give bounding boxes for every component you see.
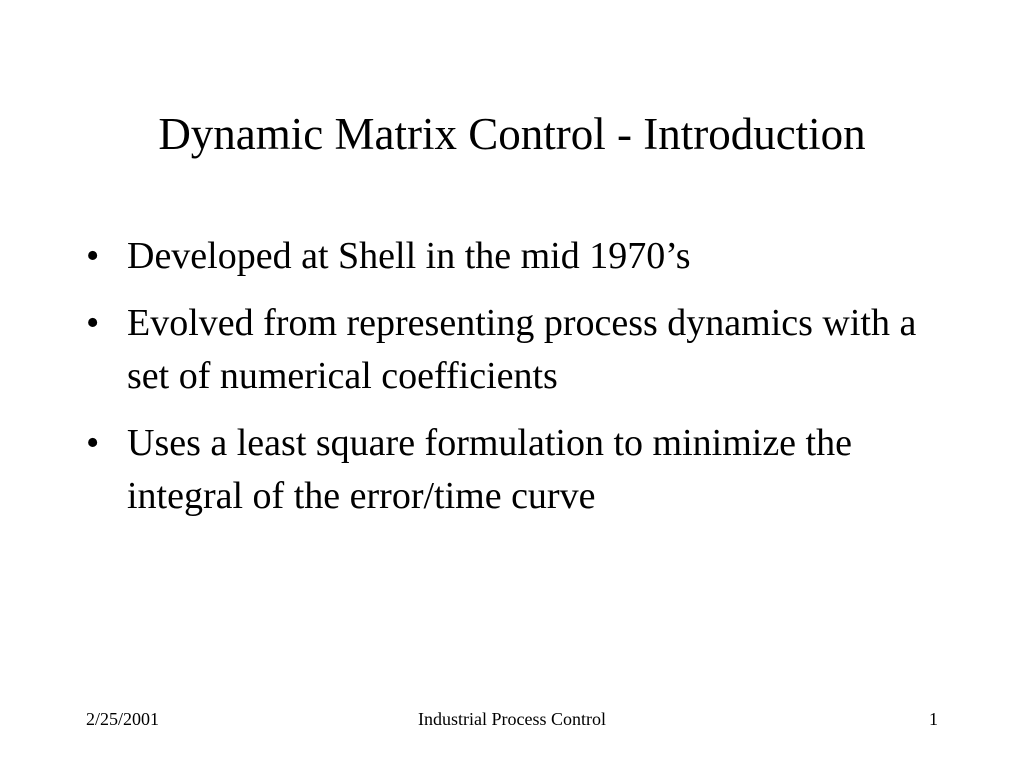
footer-title: Industrial Process Control xyxy=(418,709,606,729)
bullet-text: Developed at Shell in the mid 1970’s xyxy=(127,235,691,277)
bullet-item xyxy=(86,230,956,283)
bullet-item xyxy=(86,297,956,403)
bullet-list xyxy=(86,230,956,537)
footer-date: 2/25/2001 xyxy=(86,709,160,729)
bullet-text: Uses a least square formulation to minimize the integral of the error/time curve xyxy=(127,422,852,517)
bullet-marker: • xyxy=(86,422,100,464)
bullet-item xyxy=(86,417,956,523)
slide-title: Dynamic Matrix Control - Introduction xyxy=(158,109,866,159)
bullet-text: Evolved from representing process dynamics with a set of numerical coefficients xyxy=(127,302,917,397)
page-number: 1 xyxy=(929,709,938,729)
bullet-marker: • xyxy=(86,302,100,344)
bullet-marker: • xyxy=(86,235,100,277)
